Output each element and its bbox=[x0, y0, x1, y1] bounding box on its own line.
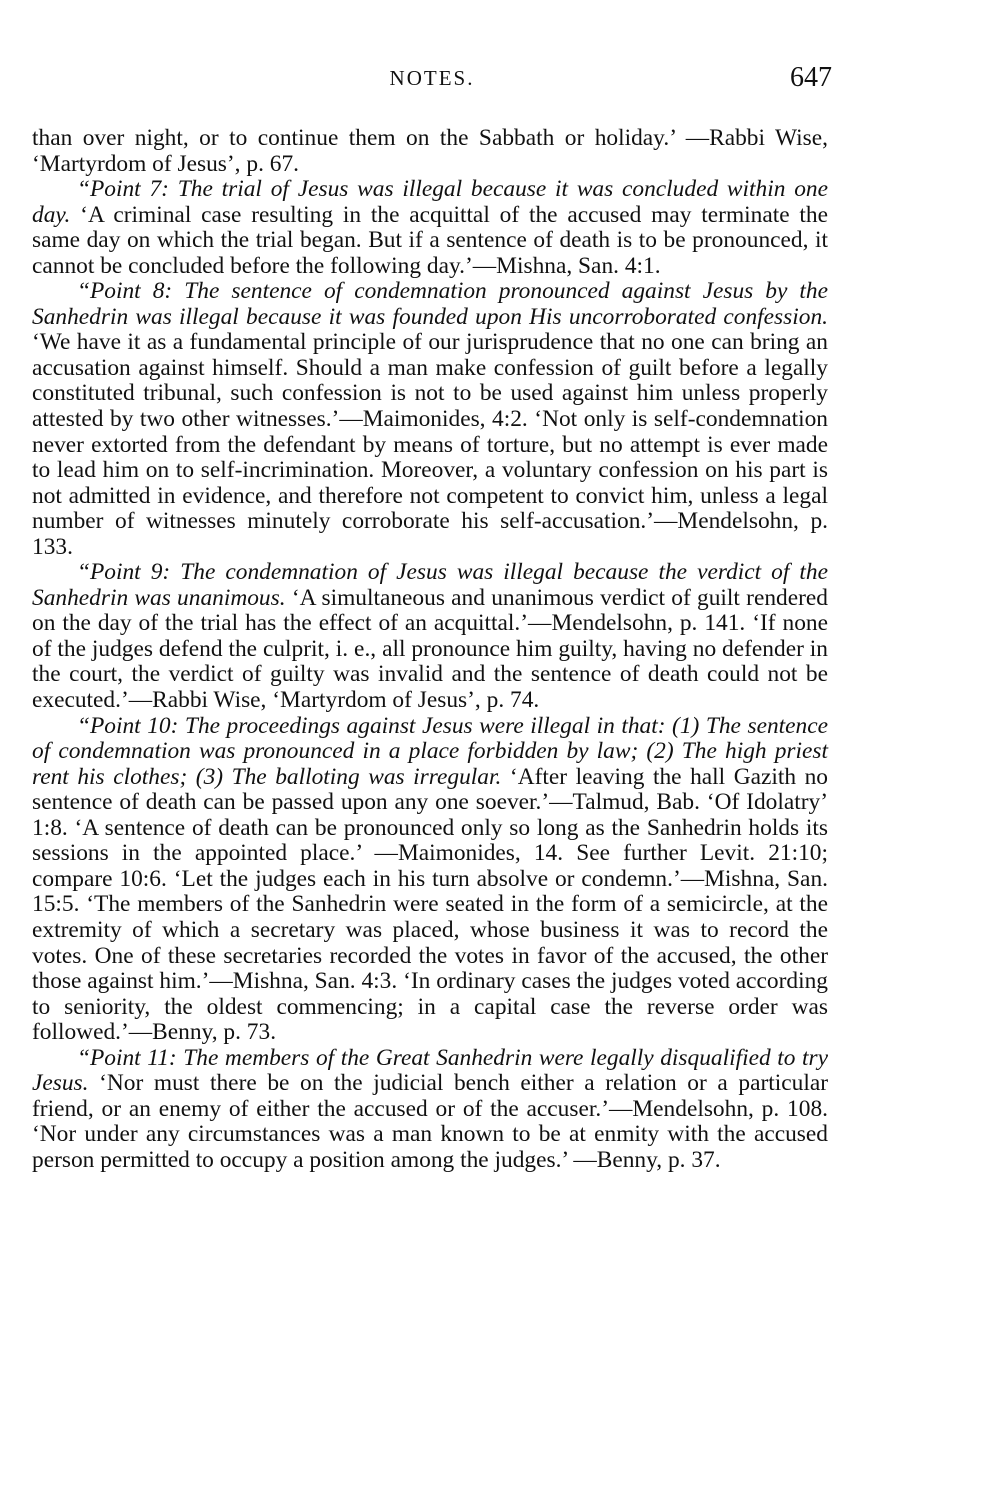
note-paragraph bbox=[32, 714, 828, 1046]
paragraph-text: ‘A criminal case resulting in the acquittal of the accused may terminate the same day on which the trial began. But if a sentence of death is to be pronounced, it cannot be concluded before the following day.’—Mishna, San. 4:1. bbox=[32, 201, 828, 279]
point-heading: “Point 11: The members of the Great Sanhedrin were legally disqualified to try Jesus. bbox=[32, 1044, 828, 1097]
paragraph-text: than over night, or to continue them on the Sabbath or holiday.’ —Rabbi Wise, ‘Martyrdom of Jesus’, p. 67. bbox=[32, 125, 828, 177]
page-title: NOTES. bbox=[389, 66, 475, 90]
running-head bbox=[32, 62, 832, 98]
note-paragraph bbox=[32, 177, 828, 279]
notes-body bbox=[32, 126, 828, 1173]
page-number: 647 bbox=[790, 62, 832, 93]
note-paragraph bbox=[32, 1046, 828, 1174]
note-paragraph bbox=[32, 279, 828, 560]
paragraph-text: ‘We have it as a fundamental principle of our jurisprudence that no one can bring an accusation against himself. Should a man make confession of guilt before a legally constituted tribunal, such confession is not to be used against him unless properly attested by two other witnesses.’—Maimonides, 4:2. ‘Not only is self-condemnation never extorted from the defendant by means of torture, but no attempt is ever made to lead him on to self-incrimination. Moreover, a voluntary confession on his part is not admitted in evidence, and therefore not competent to convict him, unless a legal number of witnesses minutely corroborate his self-accusation.’—Mendelsohn, p. 133. bbox=[32, 329, 828, 560]
point-heading: “Point 7: The trial of Jesus was illegal because it was concluded within one day. bbox=[32, 176, 828, 228]
point-heading: “Point 9: The condemnation of Jesus was illegal because the verdict of the Sanhedrin was unanimous. bbox=[32, 559, 828, 611]
point-heading: “Point 8: The sentence of condemnation pronounced against Jesus by the Sanhedrin was illegal because it was founded upon His uncorroborated confession. bbox=[32, 278, 828, 330]
paragraph-text: ‘A simultaneous and unanimous verdict of guilt rendered on the day of the trial has the effect of an acquittal.’—Mendelsohn, p. 141. ‘If none of the judges defend the culprit, i. e., all pronounce him guilty, having no defender in the court, the verdict of guilty was invalid and the sentence of death could not be executed.’—Rabbi Wise, ‘Martyrdom of Jesus’, p. 74. bbox=[32, 584, 828, 714]
note-paragraph bbox=[32, 126, 828, 177]
paragraph-text: ‘After leaving the hall Gazith no sentence of death can be passed upon any one soever.’—Talmud, Bab. ‘Of Idolatry’ 1:8. ‘A sentence of death can be pronounced only so long as the Sanhedrin holds its sessions in the appointed place.’ —Maimonides, 14. See further Levit. 21:10; compare 10:6. ‘Let the judges each in his turn absolve or condemn.’—Mishna, San. 15:5. ‘The members of the Sanhedrin were seated in the form of a semicircle, at the extremity of which a secretary was placed, whose business it was to record the votes. One of these secretaries recorded the votes in favor of the accused, the other those against him.’—Mishna, San. 4:3. ‘In ordinary cases the judges voted according to seniority, the oldest commencing; in a capital case the reverse order was followed.’—Benny, p. 73. bbox=[32, 763, 828, 1046]
paragraph-text: ‘Nor must there be on the judicial bench either a relation or a particular friend, or an enemy of either the accused or of the accuser.’—Mendelsohn, p. 108. ‘Nor under any circumstances was a man known to be at enmity with the accused person permitted to occupy a position among the judges.’ —Benny, p. 37. bbox=[32, 1070, 828, 1173]
point-heading: “Point 10: The proceedings against Jesus were illegal in that: (1) The sentence of condemnation was pronounced in a place forbidden by law; (2) The high priest rent his clothes; (3) The balloting was irregular. bbox=[32, 712, 828, 790]
note-paragraph bbox=[32, 560, 828, 713]
